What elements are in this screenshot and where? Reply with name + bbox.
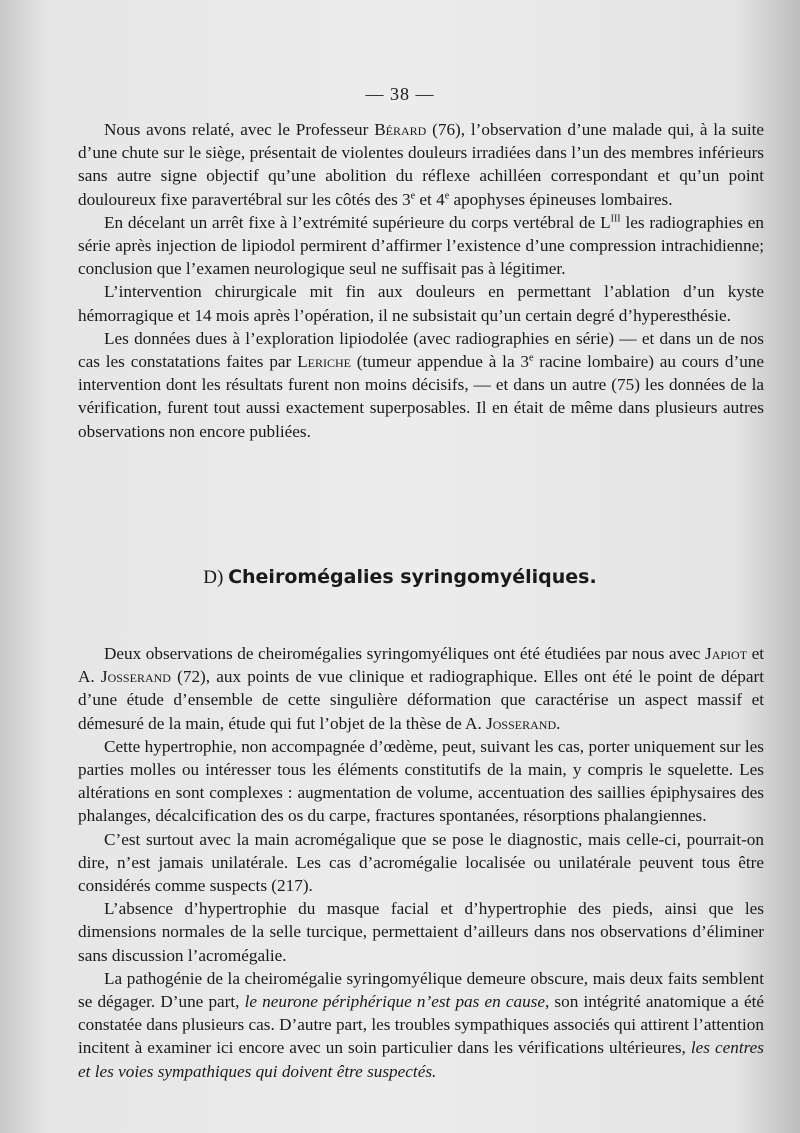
paragraph: [78, 327, 764, 443]
text-run: L’intervention chirurgicale mit fin aux douleurs en permettant l’ablation d’un kyste hémorragique et 14 mois après l’opération, il ne subsistait qu’un certain degré d’hyperesthésie.: [78, 282, 764, 325]
text-run: III: [610, 213, 621, 225]
text-run: (72), aux points de vue clinique et radiographique. Elles ont été le point de départ d’une étude d’ensemble de cette singulière déformation que caractérise un aspect massif et démesuré de la main, étude qui fut l’objet de la thèse de A.: [78, 667, 764, 733]
body-text-top: [78, 118, 764, 443]
text-run: apophyses épineuses lombaires.: [449, 189, 673, 209]
text-run: Deux observations de cheiromégalies syringomyéliques ont été étudiées par nous avec: [104, 644, 705, 663]
page-number: — 38 —: [365, 84, 435, 104]
section-title: Cheiromégalies syringomyéliques.: [228, 566, 597, 588]
text-run: e: [444, 189, 450, 201]
paragraph: [78, 828, 764, 898]
text-run: (76), l’observation d’une malade qui, à la suite d’une chute sur le siège, présentait de violentes douleurs irradiées dans l’un des membres inférieurs sans autre signe objectif qu’une abolition du réflexe achilléen correspondant et qu’un point douloureux fixe paravertébral sur les côtés des 3: [78, 120, 764, 209]
text-run: Josserand: [100, 667, 171, 687]
text-run: et A.: [78, 644, 765, 687]
text-run: C’est surtout avec la main acromégalique que se pose le diagnostic, mais celle-ci, pourrait-on dire, n’est jamais unilatérale. Les cas d’acromégalie localisée ou unilatérale peuvent tous être considérés comme suspects (217).: [78, 829, 764, 896]
text-run: le neurone périphérique n’est pas en cause: [244, 992, 545, 1012]
text-run: les radiographies en série après injection de lipiodol permirent d’affirmer l’existence d’une compression intrachidienne; conclusion que l’examen neurologique seul ne suffisait pas à légitimer.: [78, 212, 764, 279]
section-heading: [0, 566, 800, 589]
text-run: Josserand: [486, 713, 557, 733]
text-run: Bérard: [374, 120, 427, 139]
paragraph: [78, 211, 764, 281]
text-run: racine lombaire) au cours d’une intervention dont les résultats furent non moins décisifs, — et dans un autre (75) les données de la vérification, furent tout aussi exactement superposables. Il en était de même dans plusieurs autres observations non encore publiées.: [78, 352, 765, 441]
bleed-through-shadow: [80, 58, 760, 75]
text-run: La pathogénie de la cheiromégalie syringomyélique demeure obscure, mais deux faits semblent se dégager. D’une part,: [78, 968, 764, 1012]
text-run: Les données dues à l’exploration lipiodolée (avec radiographies en série) — et dans un de nos cas les constatations faites par: [78, 328, 764, 372]
paragraph: [78, 280, 764, 326]
section-letter: D): [203, 567, 224, 588]
text-run: L’absence d’hypertrophie du masque facial et d’hypertrophie des pieds, ainsi que les dimensions normales de la selle turcique, permettaient d’ailleurs dans nos observations d’éliminer sans discussion l’acromégalie.: [78, 899, 764, 965]
text-run: .: [556, 713, 561, 733]
text-run: les centres et les voies sympathiques qui doivent être suspectés.: [78, 1038, 764, 1081]
text-run: , son intégrité anatomique a été constatée dans plusieurs cas. D’autre part, les troubles sympathiques associés qui attirent l’attention incitent à examiner ici encore avec un soin particulier dans les vérifications ultérieures,: [78, 992, 764, 1058]
text-run: (tumeur appendue à la 3: [350, 352, 530, 372]
paragraph: [78, 735, 764, 828]
text-run: Japiot: [705, 644, 748, 663]
text-run: e: [529, 352, 534, 364]
text-run: Cette hypertrophie, non accompagnée d’œdème, peut, suivant les cas, porter uniquement sur les parties molles ou intéresser tous les éléments constitutifs de la main, y compris le squelette. Les altérations en sont complexes : augmentation de volume, accentuation des saillies épiphysaires des phalanges, décalcification des os du carpe, fractures spontanées, résorptions phalangiennes.: [78, 736, 764, 826]
paragraph: [78, 118, 764, 211]
paragraph: [78, 897, 764, 967]
text-run: e: [410, 189, 416, 201]
paragraph: [78, 967, 764, 1083]
body-text-bottom: [78, 642, 764, 1083]
text-run: et 4: [415, 189, 445, 209]
paragraph: [78, 642, 764, 735]
text-run: Nous avons relaté, avec le Professeur: [104, 120, 375, 139]
text-run: En décelant un arrêt fixe à l’extrémité supérieure du corps vertébral de L: [104, 212, 611, 232]
text-run: Leriche: [297, 352, 351, 372]
